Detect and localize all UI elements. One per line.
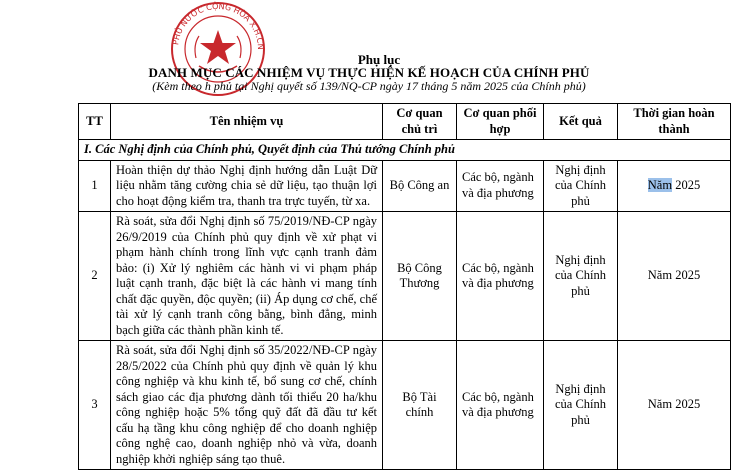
cooperating-agency: Các bộ, ngành và địa phương <box>457 160 544 212</box>
deadline: Năm 2025 <box>618 212 731 341</box>
deadline: Năm 2025 <box>618 341 731 470</box>
cooperating-agency: Các bộ, ngành và địa phương <box>457 212 544 341</box>
task-name: Hoàn thiện dự thảo Nghị định hướng dẫn Luật Dữ liệu nhằm tăng cường chia sẻ dữ liệu, tạo thuận lợi cho hoạt động kiểm tra, thanh tra trực tuyến, từ xa. <box>111 160 383 212</box>
row-number: 2 <box>79 212 111 341</box>
appendix-label: Phụ lục <box>357 52 401 67</box>
deadline[interactable] <box>618 160 731 212</box>
task-name: Rà soát, sửa đổi Nghị định số 75/2019/NĐ-CP ngày 26/9/2019 của Chính phủ quy định về xử phạt vi phạm hành chính trong lĩnh vực cạnh tranh đảm bảo: (i) Xử lý nghiêm các hành vi vi phạm pháp luật cạnh tranh, đặc biệt là các hành vi mang tính chất đặc quyền, độc quyền; (ii) Áp dụng cơ chế, chế tài xử lý cạnh tranh công bằng, bình đẳng, minh bạch giữa các thành phần kinh tế. <box>111 212 383 341</box>
result: Nghị định của Chính phủ <box>544 341 618 470</box>
lead-agency: Bộ Công an <box>383 160 457 212</box>
result: Nghị định của Chính phủ <box>544 160 618 212</box>
lead-agency: Bộ Công Thương <box>383 212 457 341</box>
document-subtitle: (Kèm theo h phủ tại Nghị quyết số 139/NQ-CP ngày 17 tháng 5 năm 2025 của Chính phủ) <box>152 79 586 93</box>
table-row <box>79 212 731 341</box>
section-heading: I. Các Nghị định của Chính phủ, Quyết định của Thủ tướng Chính phủ <box>79 140 731 161</box>
selected-text[interactable]: Năm <box>647 178 673 192</box>
cooperating-agency: Các bộ, ngành và địa phương <box>457 341 544 470</box>
section-row <box>79 140 731 161</box>
table-row <box>79 160 731 212</box>
col-header-tt: TT <box>79 104 111 140</box>
row-number: 3 <box>79 341 111 470</box>
table-header-row <box>79 104 731 140</box>
lead-agency: Bộ Tài chính <box>383 341 457 470</box>
result: Nghị định của Chính phủ <box>544 212 618 341</box>
deadline-rest: 2025 <box>672 178 701 192</box>
document-title: DANH MỤC CÁC NHIỆM VỤ THỰC HIỆN KẾ HOẠCH CỦA CHÍNH PHỦ <box>148 65 590 80</box>
col-header-result: Kết quả <box>544 104 618 140</box>
task-table <box>78 103 731 470</box>
seal-text: PHỦ NƯỚC CỘNG HÒA X.H.CN <box>171 1 266 50</box>
col-header-lead: Cơ quan chủ trì <box>383 104 457 140</box>
task-name: Rà soát, sửa đổi Nghị định số 35/2022/NĐ-CP ngày 28/5/2022 của Chính phủ quy định về quản lý khu công nghiệp và khu kinh tế, bổ sung cơ chế, chính sách giao các địa phương dành tối thiểu 20 ha/khu công nghiệp hoặc 5% tổng quỹ đất đã đầu tư kết cấu hạ tầng khu công nghiệp để cho doanh nghiệp công nghệ cao, doanh nghiệp nhỏ và vừa, doanh nghiệp khởi nghiệp sáng tạo thuê. <box>111 341 383 470</box>
col-header-deadline: Thời gian hoàn thành <box>618 104 731 140</box>
table-row <box>79 341 731 470</box>
col-header-coop: Cơ quan phối hợp <box>457 104 544 140</box>
col-header-task: Tên nhiệm vụ <box>111 104 383 140</box>
row-number: 1 <box>79 160 111 212</box>
